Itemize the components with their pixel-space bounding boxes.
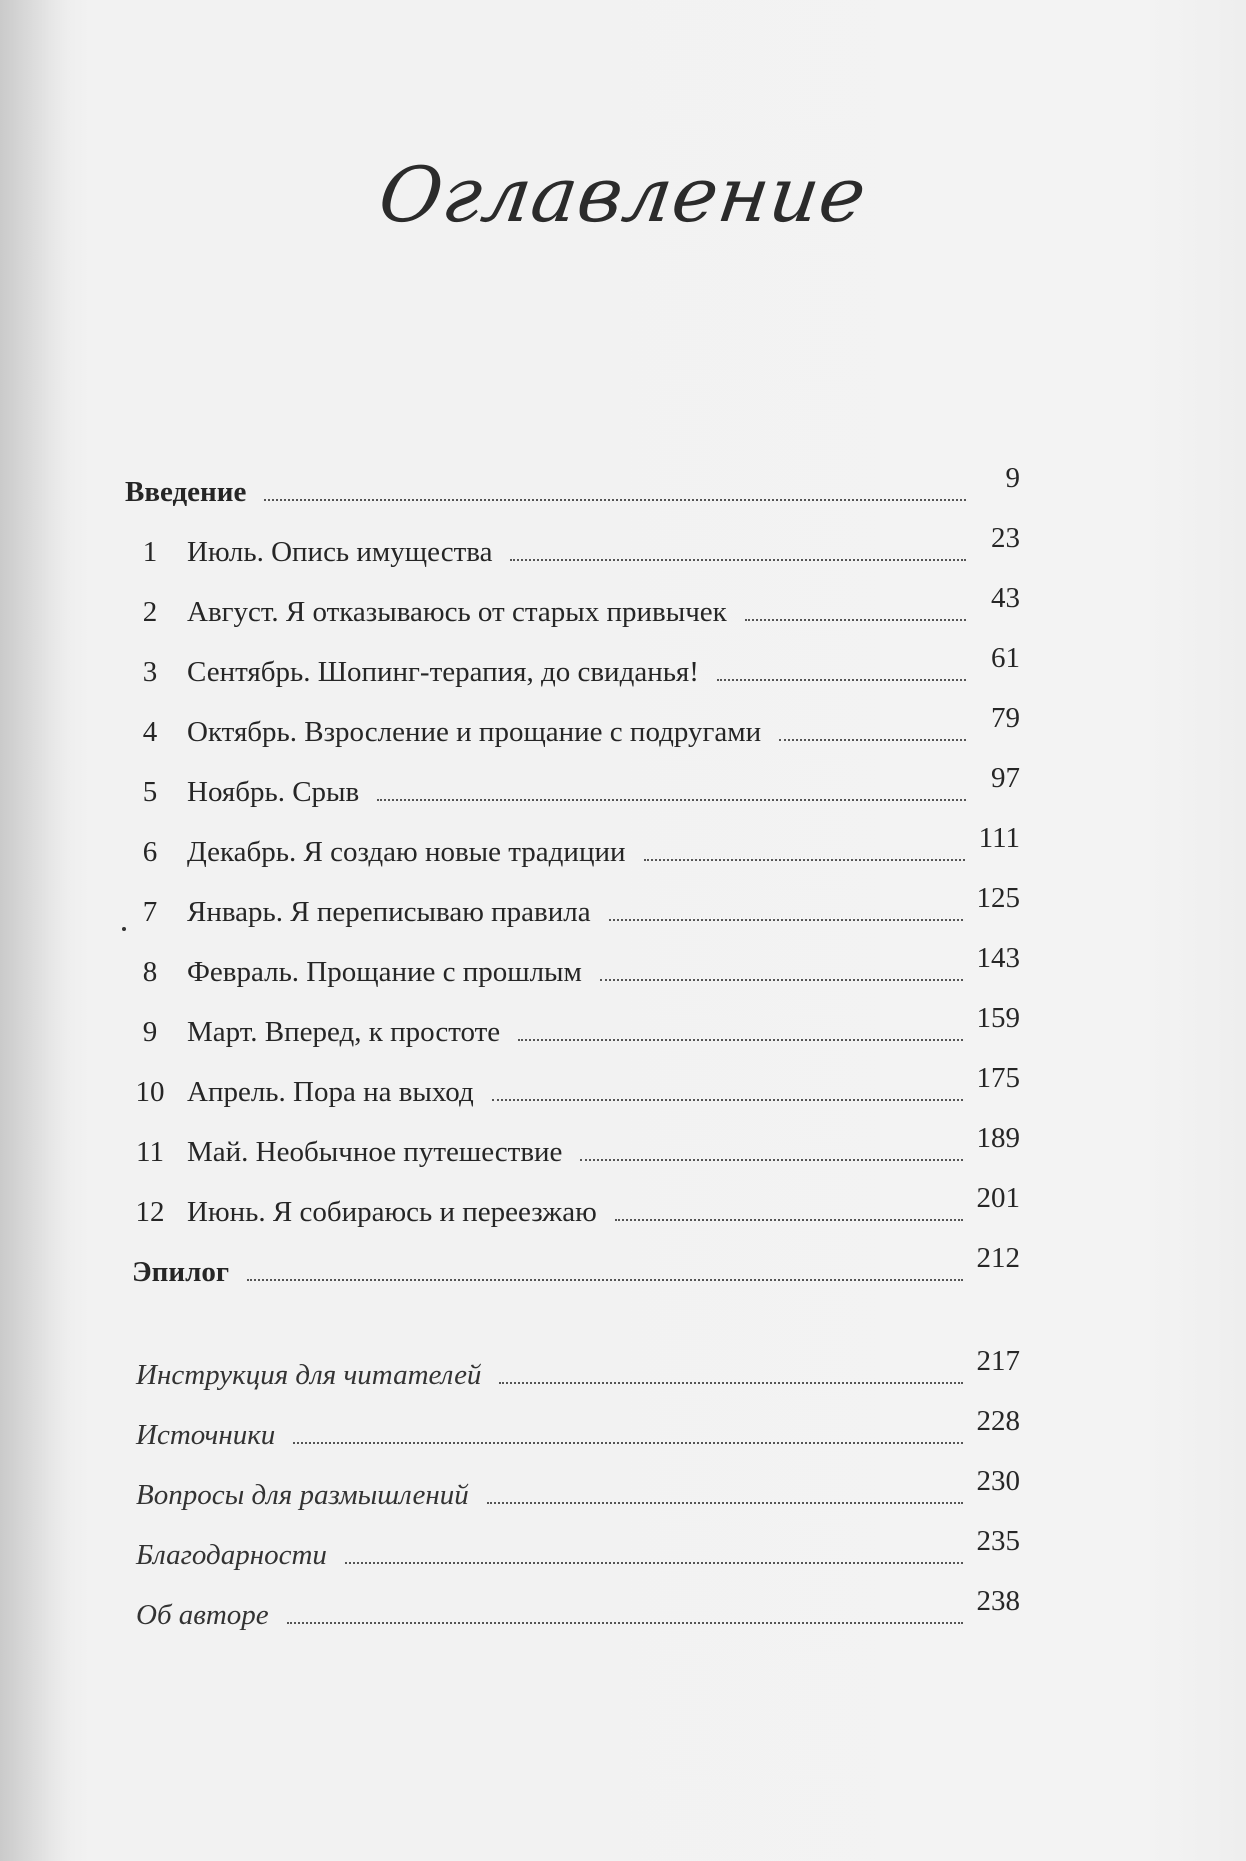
- toc-entry-page: 43: [991, 582, 1020, 614]
- dot-leader: [518, 1039, 962, 1041]
- dot-leader: [293, 1442, 962, 1444]
- dot-leader: [580, 1159, 962, 1161]
- toc-appendix-entry: [136, 1586, 1020, 1630]
- toc-entry-title: Источники: [136, 1419, 276, 1451]
- toc-entry-number: 6: [142, 836, 158, 868]
- toc-appendix-entry: [136, 1526, 1020, 1570]
- toc-entry-chapter: [125, 1003, 1020, 1047]
- dot-leader: [615, 1219, 963, 1221]
- toc-appendix-entry: [136, 1406, 1020, 1450]
- toc-entry-number: 12: [135, 1196, 165, 1228]
- toc-entry-title: Июль. Опись имущества: [187, 536, 493, 568]
- dot-leader: [492, 1099, 963, 1101]
- toc-entry-chapter: [125, 1123, 1020, 1167]
- toc-entry-page: 79: [991, 702, 1020, 734]
- toc-appendix-entry: [136, 1466, 1020, 1510]
- dot-leader: [745, 619, 966, 621]
- toc-entry-title: Эпилог: [132, 1256, 230, 1288]
- toc-entry-page: 125: [976, 882, 1020, 914]
- toc-entry-chapter: [125, 583, 1020, 627]
- toc-entry-number: 7: [142, 896, 158, 928]
- toc-entry-page: 175: [976, 1062, 1020, 1094]
- dot-leader: [510, 559, 966, 561]
- toc-entry-title: Декабрь. Я создаю новые традиции: [187, 836, 626, 868]
- toc-entry-title: Введение: [125, 476, 247, 508]
- toc-entry-chapter: [125, 703, 1020, 747]
- toc-entry-page: 228: [976, 1405, 1020, 1437]
- toc-entry-title: Май. Необычное путешествие: [187, 1136, 563, 1168]
- stray-ink-mark: [122, 927, 126, 931]
- dot-leader: [609, 919, 963, 921]
- toc-entry-page: 230: [976, 1465, 1020, 1497]
- toc-entry-chapter: [125, 763, 1020, 807]
- toc-entry-title: Март. Вперед, к простоте: [187, 1016, 501, 1048]
- toc-entry-number: 10: [135, 1076, 165, 1108]
- toc-entry-title: Январь. Я переписываю правила: [187, 896, 591, 928]
- toc-entry-page: 9: [1005, 462, 1020, 494]
- toc-entry-title: Июнь. Я собираюсь и переезжаю: [187, 1196, 597, 1228]
- toc-entry-chapter: [125, 523, 1020, 567]
- page-gutter-shadow: [0, 0, 70, 1861]
- toc-entry-chapter: [125, 643, 1020, 687]
- toc-entry-page: 212: [976, 1242, 1020, 1274]
- dot-leader: [377, 799, 966, 801]
- toc-entry-page: 235: [976, 1525, 1020, 1557]
- dot-leader: [264, 499, 966, 501]
- toc-entry-page: 61: [991, 642, 1020, 674]
- dot-leader: [287, 1622, 963, 1624]
- toc-entry-title: Сентябрь. Шопинг-терапия, до свиданья!: [187, 656, 699, 688]
- toc-entry-number: 5: [142, 776, 158, 808]
- toc-entry-page: 189: [976, 1122, 1020, 1154]
- toc-entry-page: 159: [976, 1002, 1020, 1034]
- toc-entry-chapter: [125, 1183, 1020, 1227]
- toc-entry-number: 8: [142, 956, 158, 988]
- toc-entry-page: 111: [978, 822, 1020, 854]
- toc-entry-page: 217: [976, 1345, 1020, 1377]
- toc-entry-title: Инструкция для читателей: [136, 1359, 482, 1391]
- dot-leader: [345, 1562, 963, 1564]
- toc-appendix-entry: [136, 1346, 1020, 1390]
- toc-entry-chapter: [125, 943, 1020, 987]
- toc-entry-number: 9: [142, 1016, 158, 1048]
- dot-leader: [600, 979, 963, 981]
- toc-entry-title: Благодарности: [136, 1539, 327, 1571]
- toc-entry-title: Октябрь. Взросление и прощание с подругами: [187, 716, 762, 748]
- toc-entry-title: Апрель. Пора на выход: [187, 1076, 474, 1108]
- toc-entry-chapter: [125, 883, 1020, 927]
- toc-entry-chapter: [125, 1063, 1020, 1107]
- toc-entry-chapter: [125, 823, 1020, 867]
- dot-leader: [247, 1279, 962, 1281]
- toc-entry-page: 23: [991, 522, 1020, 554]
- toc-entry-title: Август. Я отказываюсь от старых привычек: [187, 596, 727, 628]
- dot-leader: [779, 739, 966, 741]
- toc-entry-number: 2: [142, 596, 158, 628]
- toc-entry-number: 4: [142, 716, 158, 748]
- dot-leader: [499, 1382, 962, 1384]
- toc-entry-page: 201: [976, 1182, 1020, 1214]
- toc-entry-intro: [125, 463, 1020, 507]
- dot-leader: [717, 679, 966, 681]
- page-title: Оглавление: [373, 150, 873, 239]
- toc-entry-title: Ноябрь. Срыв: [187, 776, 360, 808]
- toc-entry-number: 11: [136, 1136, 164, 1168]
- toc-entry-title: Февраль. Прощание с прошлым: [187, 956, 582, 988]
- dot-leader: [644, 859, 965, 861]
- toc-entry-title: Вопросы для размышлений: [136, 1479, 469, 1511]
- dot-leader: [487, 1502, 963, 1504]
- toc-entry-epilogue: [132, 1243, 1020, 1287]
- toc-entry-page: 238: [976, 1585, 1020, 1617]
- toc-entry-page: 97: [991, 762, 1020, 794]
- toc-entry-number: 1: [142, 536, 158, 568]
- toc-entry-page: 143: [976, 942, 1020, 974]
- toc-entry-title: Об авторе: [136, 1599, 269, 1631]
- toc-entry-number: 3: [142, 656, 158, 688]
